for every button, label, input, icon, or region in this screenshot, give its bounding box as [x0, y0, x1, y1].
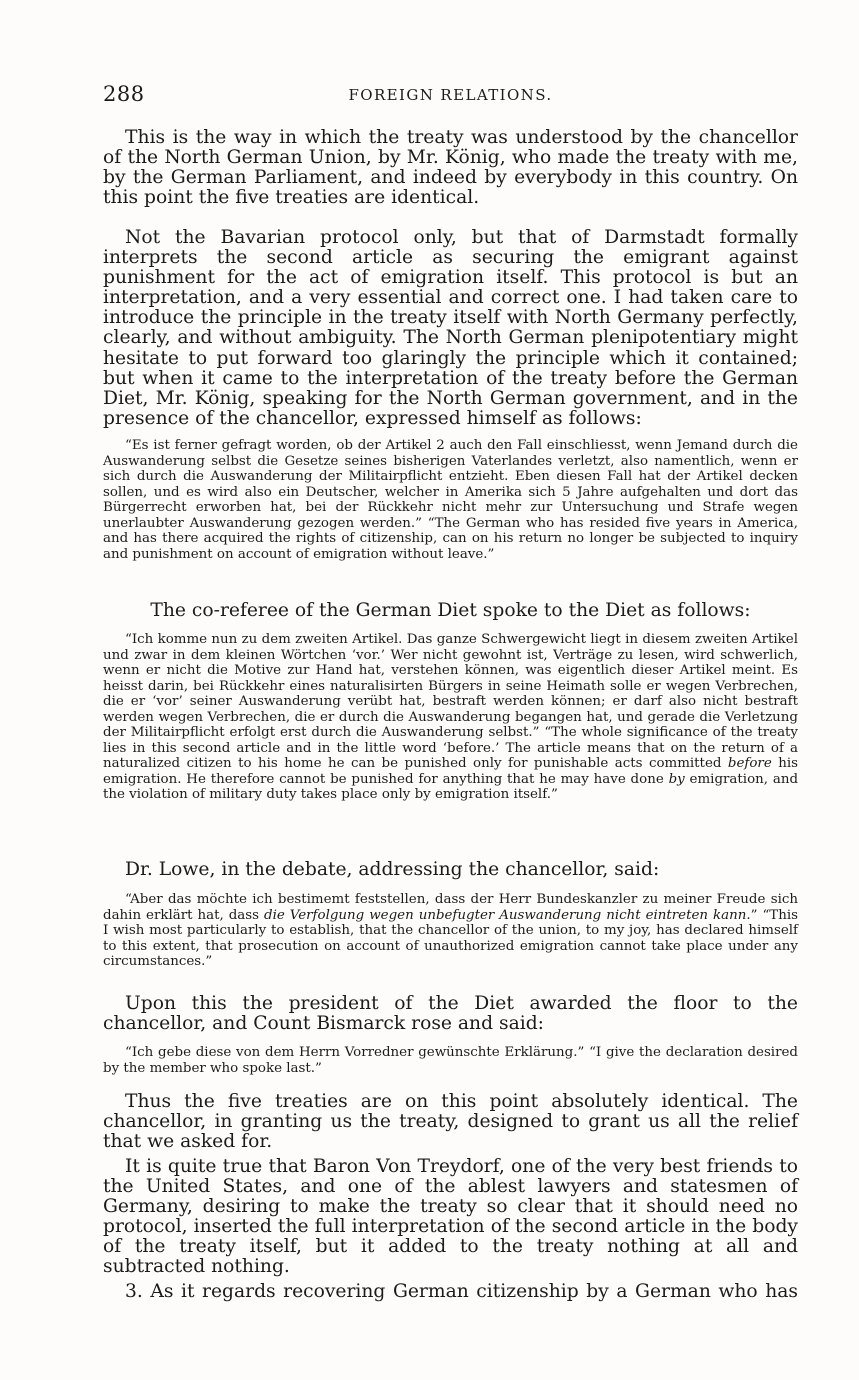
paragraph-bavarian-protocol: Not the Bavarian protocol only, but that of Darmstadt formally interprets the second article as securing the emigrant against punishment for the act of emigration itself. This protocol is but an interpretation, and a very essential and correct one. I had taken care to introduce the principle in the treaty itself with North Germany perfectly, clearly, and without ambiguity. The North German plenipotentiary might hesitate to put forward too glaringly the principle which it contained; but when it came to the interpretation of the treaty before the German Diet, Mr. König, speaking for the North German government, and in the presence of the chancellor, expressed himself as follows:: [103, 227, 798, 429]
quote-dr-lowe-text: “Aber das möchte ich bestimemt feststellen, dass der Herr Bundeskanzler zu meiner Freude sich dahin erklärt hat, dass: [103, 892, 798, 923]
quote-co-referee-text: “Ich komme nun zu dem zweiten Artikel. Das ganze Schwergewicht liegt in diesem zweiten Artikel und zwar in dem kleinen Wörtchen ‘vor.’ Wer nicht gewohnt ist, Verträge zu lesen, wird schwerlich, wenn er nicht die Motive zur Hand hat, verstehen können, was eigentlich dieser Artikel meint. Es heisst darin, bei Rückkehr eines naturalisirten Bürgers in seine Heimath solle er wegen Verbrechen, die er ‘vor’ seiner Auswanderung verübt hat, bestraft werden können; er darf also nicht bestraft werden wegen Verbrechen, die er durch die Auswanderung begangen hat, und gerade die Verletzung der Militairpflicht erfolgt erst durch die Auswanderung selbst.” “The whole significance of the treaty lies in this second article and in the little word ‘before.’ The article means that on the return of a naturalized citizen to his home he can be punished only for punishable acts committed: [103, 632, 798, 771]
paragraph-baron-von-treydorf: It is quite true that Baron Von Treydorf, one of the very best friends to the United States, and one of the ablest lawyers and statesmen of Germany, desiring to make the treaty so clear that it should need no protocol, inserted the full interpretation of the second article in the body of the treaty itself, but it added to the treaty nothing at all and subtracted nothing.: [103, 1156, 798, 1278]
quote-co-referee-emphasis-by: by: [668, 771, 685, 787]
quote-co-referee-end: emigration, and the violation of military duty takes place only by emigration itself.”: [103, 771, 799, 802]
quote-bismarck: “Ich gebe diese von dem Herrn Vorredner gewünschte Erklärung.” “I give the declaration desired by the member who spoke last.”: [103, 1045, 798, 1076]
running-title: FOREIGN RELATIONS.: [348, 86, 553, 104]
quote-konig: “Es ist ferner gefragt worden, ob der Artikel 2 auch den Fall einschliesst, wenn Jemand durch die Auswanderung selbst die Gesetze seines bisherigen Vaterlandes verletzt, also namentlich, wenn er sich durch die Auswanderung der Militairpflicht entzieht. Eben diesen Fall hat der Artikel decken sollen, und es wird also ein Deutscher, welcher in Amerika sich 5 Jahre aufgehalten und dort das Bürgerrecht erworben hat, bei der Rückkehr nicht mehr zur Untersuchung und Strafe wegen unerlaubter Auswanderung gezogen werden.” “The German who has resided five years in America, and has there acquired the rights of citizenship, can on his return no longer be subjected to inquiry and punishment on account of emigration without leave.”: [103, 438, 798, 562]
quote-dr-lowe-emphasis: die Verfolgung wegen unbefugter Auswanderung nicht eintreten kann.: [264, 907, 751, 923]
quote-dr-lowe: [103, 892, 798, 970]
quote-co-referee-emphasis-before: before: [727, 756, 772, 771]
paragraph-co-referee: The co-referee of the German Diet spoke to the Diet as follows:: [150, 600, 751, 621]
page-header: [103, 82, 798, 110]
page-number: 288: [103, 82, 145, 106]
paragraph-five-treaties: Thus the five treaties are on this point absolutely identical. The chancellor, in granting us the treaty, designed to grant us all the relief that we asked for.: [103, 1091, 798, 1153]
paragraph-recovering-citizenship: 3. As it regards recovering German citizenship by a German who has: [125, 1281, 798, 1302]
paragraph-treaty-understanding: This is the way in which the treaty was understood by the chancellor of the North German Union, by Mr. König, who made the treaty with me, by the German Parliament, and indeed by everybody in this country. On this point the five treaties are identical.: [103, 127, 798, 209]
quote-dr-lowe-end: ” “This I wish most particularly to establish, that the chancellor of the union, to my joy, has declared himself to this extent, that prosecution on account of unauthorized emigration cannot take place under any circumstances.”: [103, 907, 798, 969]
quote-co-referee: [103, 632, 798, 803]
quote-co-referee-middle: his emigration. He therefore cannot be punished for anything that he may have done: [103, 756, 798, 787]
paragraph-bismarck-rose: Upon this the president of the Diet awarded the floor to the chancellor, and Count Bismarck rose and said:: [103, 993, 798, 1035]
paragraph-dr-lowe: Dr. Lowe, in the debate, addressing the chancellor, said:: [125, 859, 660, 880]
